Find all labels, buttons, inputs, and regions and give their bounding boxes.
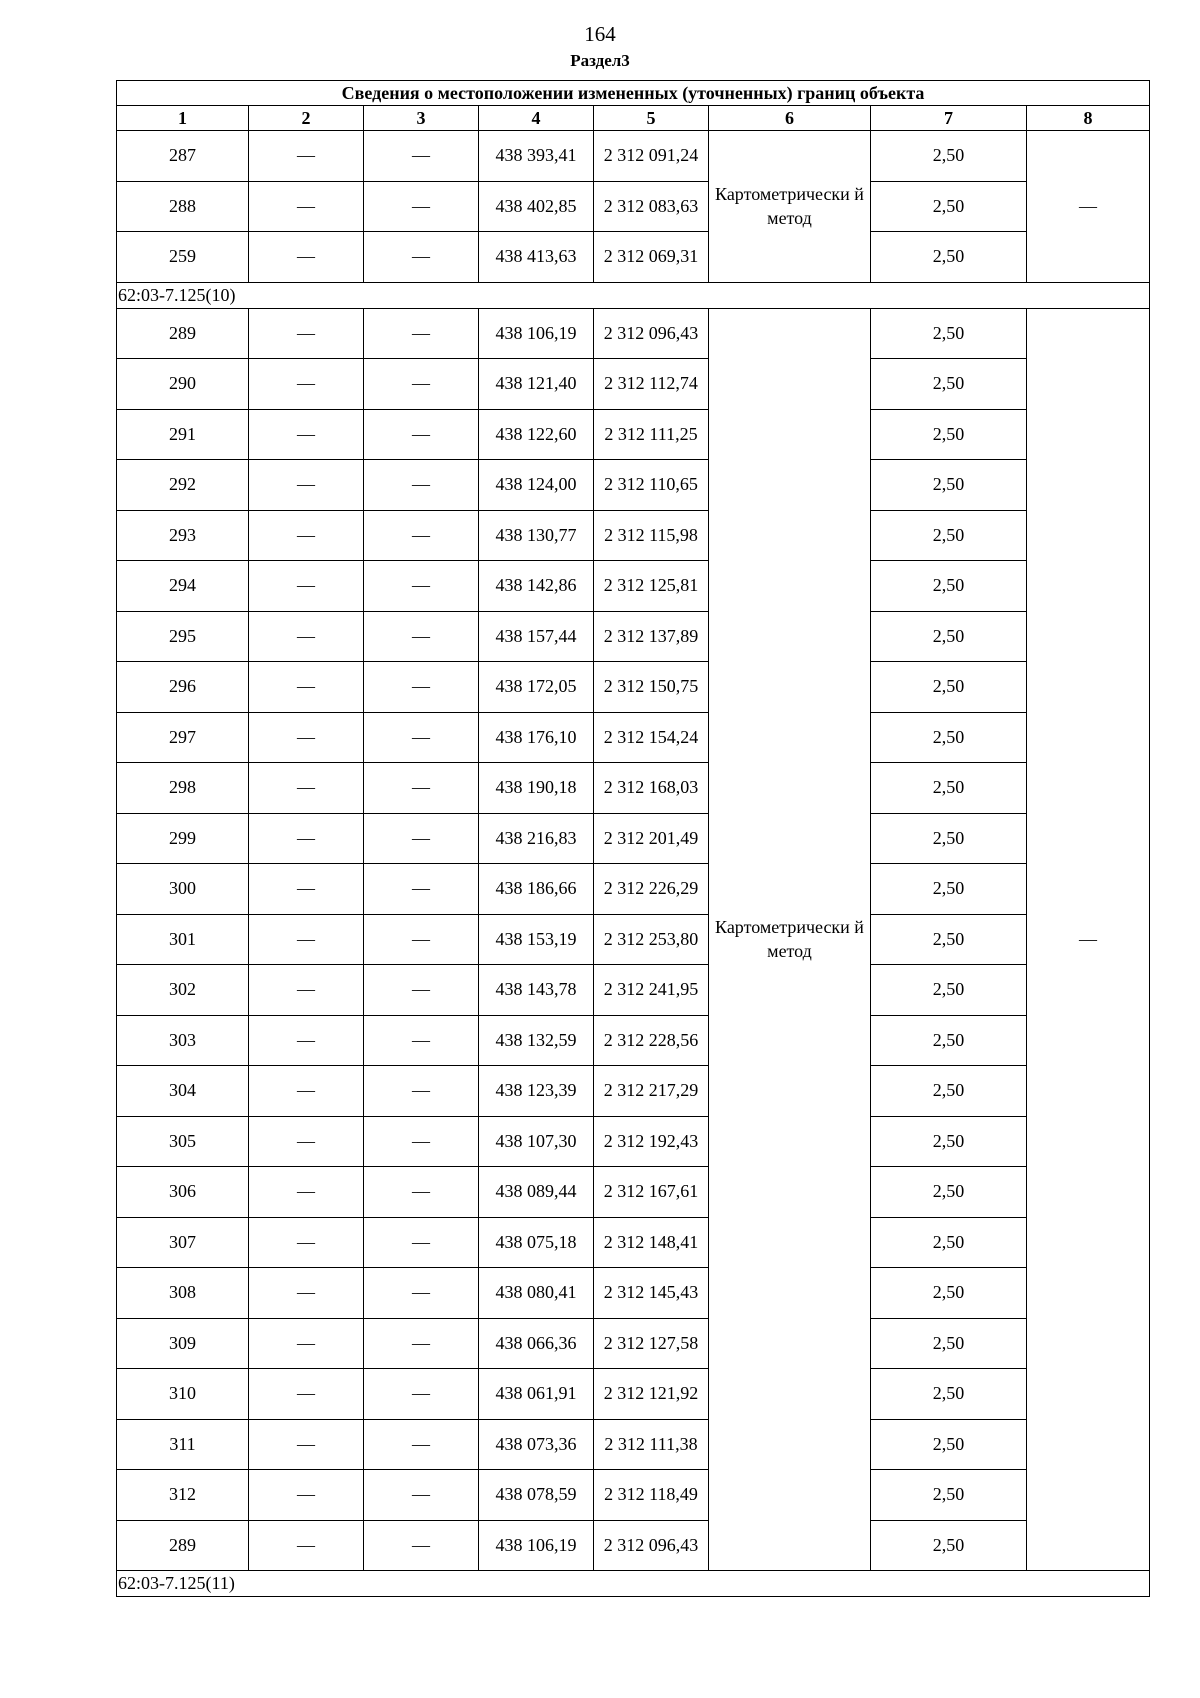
col-2-value: —	[249, 611, 364, 662]
accuracy-value: 2,50	[871, 409, 1027, 460]
point-number: 291	[117, 409, 249, 460]
y-coordinate: 2 312 150,75	[594, 662, 709, 713]
accuracy-value: 2,50	[871, 460, 1027, 511]
col-2-value: —	[249, 232, 364, 283]
table-row	[117, 1520, 1150, 1571]
table-row	[117, 965, 1150, 1016]
point-number: 294	[117, 561, 249, 612]
y-coordinate: 2 312 228,56	[594, 1015, 709, 1066]
accuracy-value: 2,50	[871, 1167, 1027, 1218]
col-3-value: —	[364, 1520, 479, 1571]
point-number: 298	[117, 763, 249, 814]
parcel-subheader-row	[117, 282, 1150, 308]
y-coordinate: 2 312 253,80	[594, 914, 709, 965]
point-number: 290	[117, 359, 249, 410]
point-number: 310	[117, 1369, 249, 1420]
accuracy-value: 2,50	[871, 611, 1027, 662]
col-3-value: —	[364, 712, 479, 763]
column-header-2: 2	[249, 106, 364, 131]
x-coordinate: 438 121,40	[479, 359, 594, 410]
col-2-value: —	[249, 409, 364, 460]
y-coordinate: 2 312 112,74	[594, 359, 709, 410]
x-coordinate: 438 142,86	[479, 561, 594, 612]
table-row	[117, 561, 1150, 612]
col-3-value: —	[364, 1167, 479, 1218]
table-row	[117, 1116, 1150, 1167]
table-row	[117, 131, 1150, 182]
x-coordinate: 438 073,36	[479, 1419, 594, 1470]
accuracy-value: 2,50	[871, 510, 1027, 561]
col-3-value: —	[364, 510, 479, 561]
table-row	[117, 1217, 1150, 1268]
col-3-value: —	[364, 1066, 479, 1117]
col-2-value: —	[249, 510, 364, 561]
point-number: 296	[117, 662, 249, 713]
col-3-value: —	[364, 181, 479, 232]
y-coordinate: 2 312 217,29	[594, 1066, 709, 1117]
y-coordinate: 2 312 145,43	[594, 1268, 709, 1319]
col-3-value: —	[364, 131, 479, 182]
y-coordinate: 2 312 127,58	[594, 1318, 709, 1369]
y-coordinate: 2 312 111,25	[594, 409, 709, 460]
col-3-value: —	[364, 1419, 479, 1470]
x-coordinate: 438 080,41	[479, 1268, 594, 1319]
parcel-subheader-row	[117, 1571, 1150, 1597]
col-3-value: —	[364, 409, 479, 460]
table-row	[117, 359, 1150, 410]
section-title: Раздел3	[570, 51, 630, 70]
table-row	[117, 763, 1150, 814]
col-2-value: —	[249, 864, 364, 915]
parcel-number: 62:03-7.125(10)	[117, 282, 1150, 308]
accuracy-value: 2,50	[871, 232, 1027, 283]
col-2-value: —	[249, 1268, 364, 1319]
col-3-value: —	[364, 611, 479, 662]
column-header-8: 8	[1027, 106, 1150, 131]
y-coordinate: 2 312 111,38	[594, 1419, 709, 1470]
accuracy-value: 2,50	[871, 1015, 1027, 1066]
accuracy-value: 2,50	[871, 359, 1027, 410]
y-coordinate: 2 312 137,89	[594, 611, 709, 662]
table-row	[117, 1066, 1150, 1117]
x-coordinate: 438 216,83	[479, 813, 594, 864]
point-number: 301	[117, 914, 249, 965]
col-3-value: —	[364, 965, 479, 1016]
col-2-value: —	[249, 1520, 364, 1571]
accuracy-value: 2,50	[871, 1066, 1027, 1117]
accuracy-value: 2,50	[871, 1268, 1027, 1319]
x-coordinate: 438 132,59	[479, 1015, 594, 1066]
col-3-value: —	[364, 1116, 479, 1167]
x-coordinate: 438 393,41	[479, 131, 594, 182]
x-coordinate: 438 107,30	[479, 1116, 594, 1167]
col-3-value: —	[364, 813, 479, 864]
col-3-value: —	[364, 1369, 479, 1420]
table-row	[117, 1015, 1150, 1066]
table-row	[117, 712, 1150, 763]
accuracy-value: 2,50	[871, 131, 1027, 182]
col-3-value: —	[364, 864, 479, 915]
point-number: 289	[117, 308, 249, 359]
col-3-value: —	[364, 1470, 479, 1521]
col-2-value: —	[249, 1419, 364, 1470]
x-coordinate: 438 061,91	[479, 1369, 594, 1420]
y-coordinate: 2 312 121,92	[594, 1369, 709, 1420]
y-coordinate: 2 312 110,65	[594, 460, 709, 511]
col-3-value: —	[364, 561, 479, 612]
col-2-value: —	[249, 813, 364, 864]
table-row	[117, 864, 1150, 915]
x-coordinate: 438 186,66	[479, 864, 594, 915]
y-coordinate: 2 312 096,43	[594, 308, 709, 359]
col-2-value: —	[249, 712, 364, 763]
col-2-value: —	[249, 561, 364, 612]
accuracy-value: 2,50	[871, 662, 1027, 713]
point-number: 312	[117, 1470, 249, 1521]
table-row	[117, 813, 1150, 864]
table-row	[117, 1470, 1150, 1521]
x-coordinate: 438 413,63	[479, 232, 594, 283]
col-3-value: —	[364, 232, 479, 283]
col-8-value: —	[1027, 131, 1150, 283]
point-number: 308	[117, 1268, 249, 1319]
point-number: 297	[117, 712, 249, 763]
x-coordinate: 438 402,85	[479, 181, 594, 232]
x-coordinate: 438 078,59	[479, 1470, 594, 1521]
col-3-value: —	[364, 914, 479, 965]
accuracy-value: 2,50	[871, 914, 1027, 965]
col-2-value: —	[249, 181, 364, 232]
x-coordinate: 438 176,10	[479, 712, 594, 763]
col-2-value: —	[249, 1167, 364, 1218]
x-coordinate: 438 106,19	[479, 308, 594, 359]
column-header-4: 4	[479, 106, 594, 131]
y-coordinate: 2 312 091,24	[594, 131, 709, 182]
point-number: 293	[117, 510, 249, 561]
point-number: 300	[117, 864, 249, 915]
accuracy-value: 2,50	[871, 1520, 1027, 1571]
accuracy-value: 2,50	[871, 308, 1027, 359]
table-row	[117, 308, 1150, 359]
accuracy-value: 2,50	[871, 813, 1027, 864]
accuracy-value: 2,50	[871, 181, 1027, 232]
point-number: 287	[117, 131, 249, 182]
col-2-value: —	[249, 662, 364, 713]
col-2-value: —	[249, 1066, 364, 1117]
point-number: 302	[117, 965, 249, 1016]
col-3-value: —	[364, 1015, 479, 1066]
y-coordinate: 2 312 096,43	[594, 1520, 709, 1571]
point-number: 305	[117, 1116, 249, 1167]
page-number: 164	[584, 22, 616, 46]
point-number: 292	[117, 460, 249, 511]
col-8-value: —	[1027, 308, 1150, 1571]
x-coordinate: 438 124,00	[479, 460, 594, 511]
x-coordinate: 438 172,05	[479, 662, 594, 713]
col-2-value: —	[249, 460, 364, 511]
y-coordinate: 2 312 125,81	[594, 561, 709, 612]
table-row	[117, 1167, 1150, 1218]
table-row	[117, 914, 1150, 965]
table-row	[117, 1318, 1150, 1369]
point-number: 303	[117, 1015, 249, 1066]
table-row	[117, 232, 1150, 283]
col-3-value: —	[364, 662, 479, 713]
col-2-value: —	[249, 1470, 364, 1521]
point-number: 304	[117, 1066, 249, 1117]
table-row	[117, 460, 1150, 511]
table-row	[117, 510, 1150, 561]
y-coordinate: 2 312 115,98	[594, 510, 709, 561]
col-2-value: —	[249, 359, 364, 410]
accuracy-value: 2,50	[871, 1470, 1027, 1521]
x-coordinate: 438 122,60	[479, 409, 594, 460]
table-row	[117, 181, 1150, 232]
column-header-3: 3	[364, 106, 479, 131]
column-header-6: 6	[709, 106, 871, 131]
table-row	[117, 662, 1150, 713]
determination-method: Картометрически й метод	[709, 308, 871, 1571]
table-row	[117, 611, 1150, 662]
accuracy-value: 2,50	[871, 1369, 1027, 1420]
accuracy-value: 2,50	[871, 1116, 1027, 1167]
col-2-value: —	[249, 308, 364, 359]
point-number: 309	[117, 1318, 249, 1369]
col-3-value: —	[364, 308, 479, 359]
x-coordinate: 438 157,44	[479, 611, 594, 662]
col-2-value: —	[249, 914, 364, 965]
col-3-value: —	[364, 460, 479, 511]
x-coordinate: 438 075,18	[479, 1217, 594, 1268]
col-2-value: —	[249, 1217, 364, 1268]
y-coordinate: 2 312 154,24	[594, 712, 709, 763]
y-coordinate: 2 312 167,61	[594, 1167, 709, 1218]
col-3-value: —	[364, 763, 479, 814]
accuracy-value: 2,50	[871, 1419, 1027, 1470]
accuracy-value: 2,50	[871, 1217, 1027, 1268]
column-header-7: 7	[871, 106, 1027, 131]
x-coordinate: 438 130,77	[479, 510, 594, 561]
y-coordinate: 2 312 168,03	[594, 763, 709, 814]
accuracy-value: 2,50	[871, 965, 1027, 1016]
col-3-value: —	[364, 1217, 479, 1268]
x-coordinate: 438 153,19	[479, 914, 594, 965]
point-number: 288	[117, 181, 249, 232]
point-number: 289	[117, 1520, 249, 1571]
accuracy-value: 2,50	[871, 561, 1027, 612]
table-caption: Сведения о местоположении измененных (уточненных) границ объекта	[117, 81, 1150, 106]
x-coordinate: 438 143,78	[479, 965, 594, 1016]
y-coordinate: 2 312 241,95	[594, 965, 709, 1016]
point-number: 295	[117, 611, 249, 662]
table-row	[117, 1268, 1150, 1319]
point-number: 306	[117, 1167, 249, 1218]
x-coordinate: 438 190,18	[479, 763, 594, 814]
x-coordinate: 438 123,39	[479, 1066, 594, 1117]
point-number: 259	[117, 232, 249, 283]
col-2-value: —	[249, 1369, 364, 1420]
y-coordinate: 2 312 083,63	[594, 181, 709, 232]
accuracy-value: 2,50	[871, 763, 1027, 814]
y-coordinate: 2 312 118,49	[594, 1470, 709, 1521]
col-3-value: —	[364, 359, 479, 410]
col-2-value: —	[249, 763, 364, 814]
y-coordinate: 2 312 148,41	[594, 1217, 709, 1268]
x-coordinate: 438 106,19	[479, 1520, 594, 1571]
col-3-value: —	[364, 1318, 479, 1369]
determination-method: Картометрически й метод	[709, 131, 871, 283]
y-coordinate: 2 312 192,43	[594, 1116, 709, 1167]
point-number: 311	[117, 1419, 249, 1470]
col-2-value: —	[249, 1318, 364, 1369]
column-header-1: 1	[117, 106, 249, 131]
x-coordinate: 438 066,36	[479, 1318, 594, 1369]
col-3-value: —	[364, 1268, 479, 1319]
col-2-value: —	[249, 1015, 364, 1066]
point-number: 307	[117, 1217, 249, 1268]
col-2-value: —	[249, 131, 364, 182]
x-coordinate: 438 089,44	[479, 1167, 594, 1218]
point-number: 299	[117, 813, 249, 864]
accuracy-value: 2,50	[871, 864, 1027, 915]
col-2-value: —	[249, 1116, 364, 1167]
table-row	[117, 1419, 1150, 1470]
y-coordinate: 2 312 069,31	[594, 232, 709, 283]
accuracy-value: 2,50	[871, 1318, 1027, 1369]
table-row	[117, 1369, 1150, 1420]
table-row	[117, 409, 1150, 460]
column-header-5: 5	[594, 106, 709, 131]
accuracy-value: 2,50	[871, 712, 1027, 763]
y-coordinate: 2 312 201,49	[594, 813, 709, 864]
parcel-number: 62:03-7.125(11)	[117, 1571, 1150, 1597]
boundary-coordinates-table	[116, 80, 1150, 1597]
col-2-value: —	[249, 965, 364, 1016]
y-coordinate: 2 312 226,29	[594, 864, 709, 915]
